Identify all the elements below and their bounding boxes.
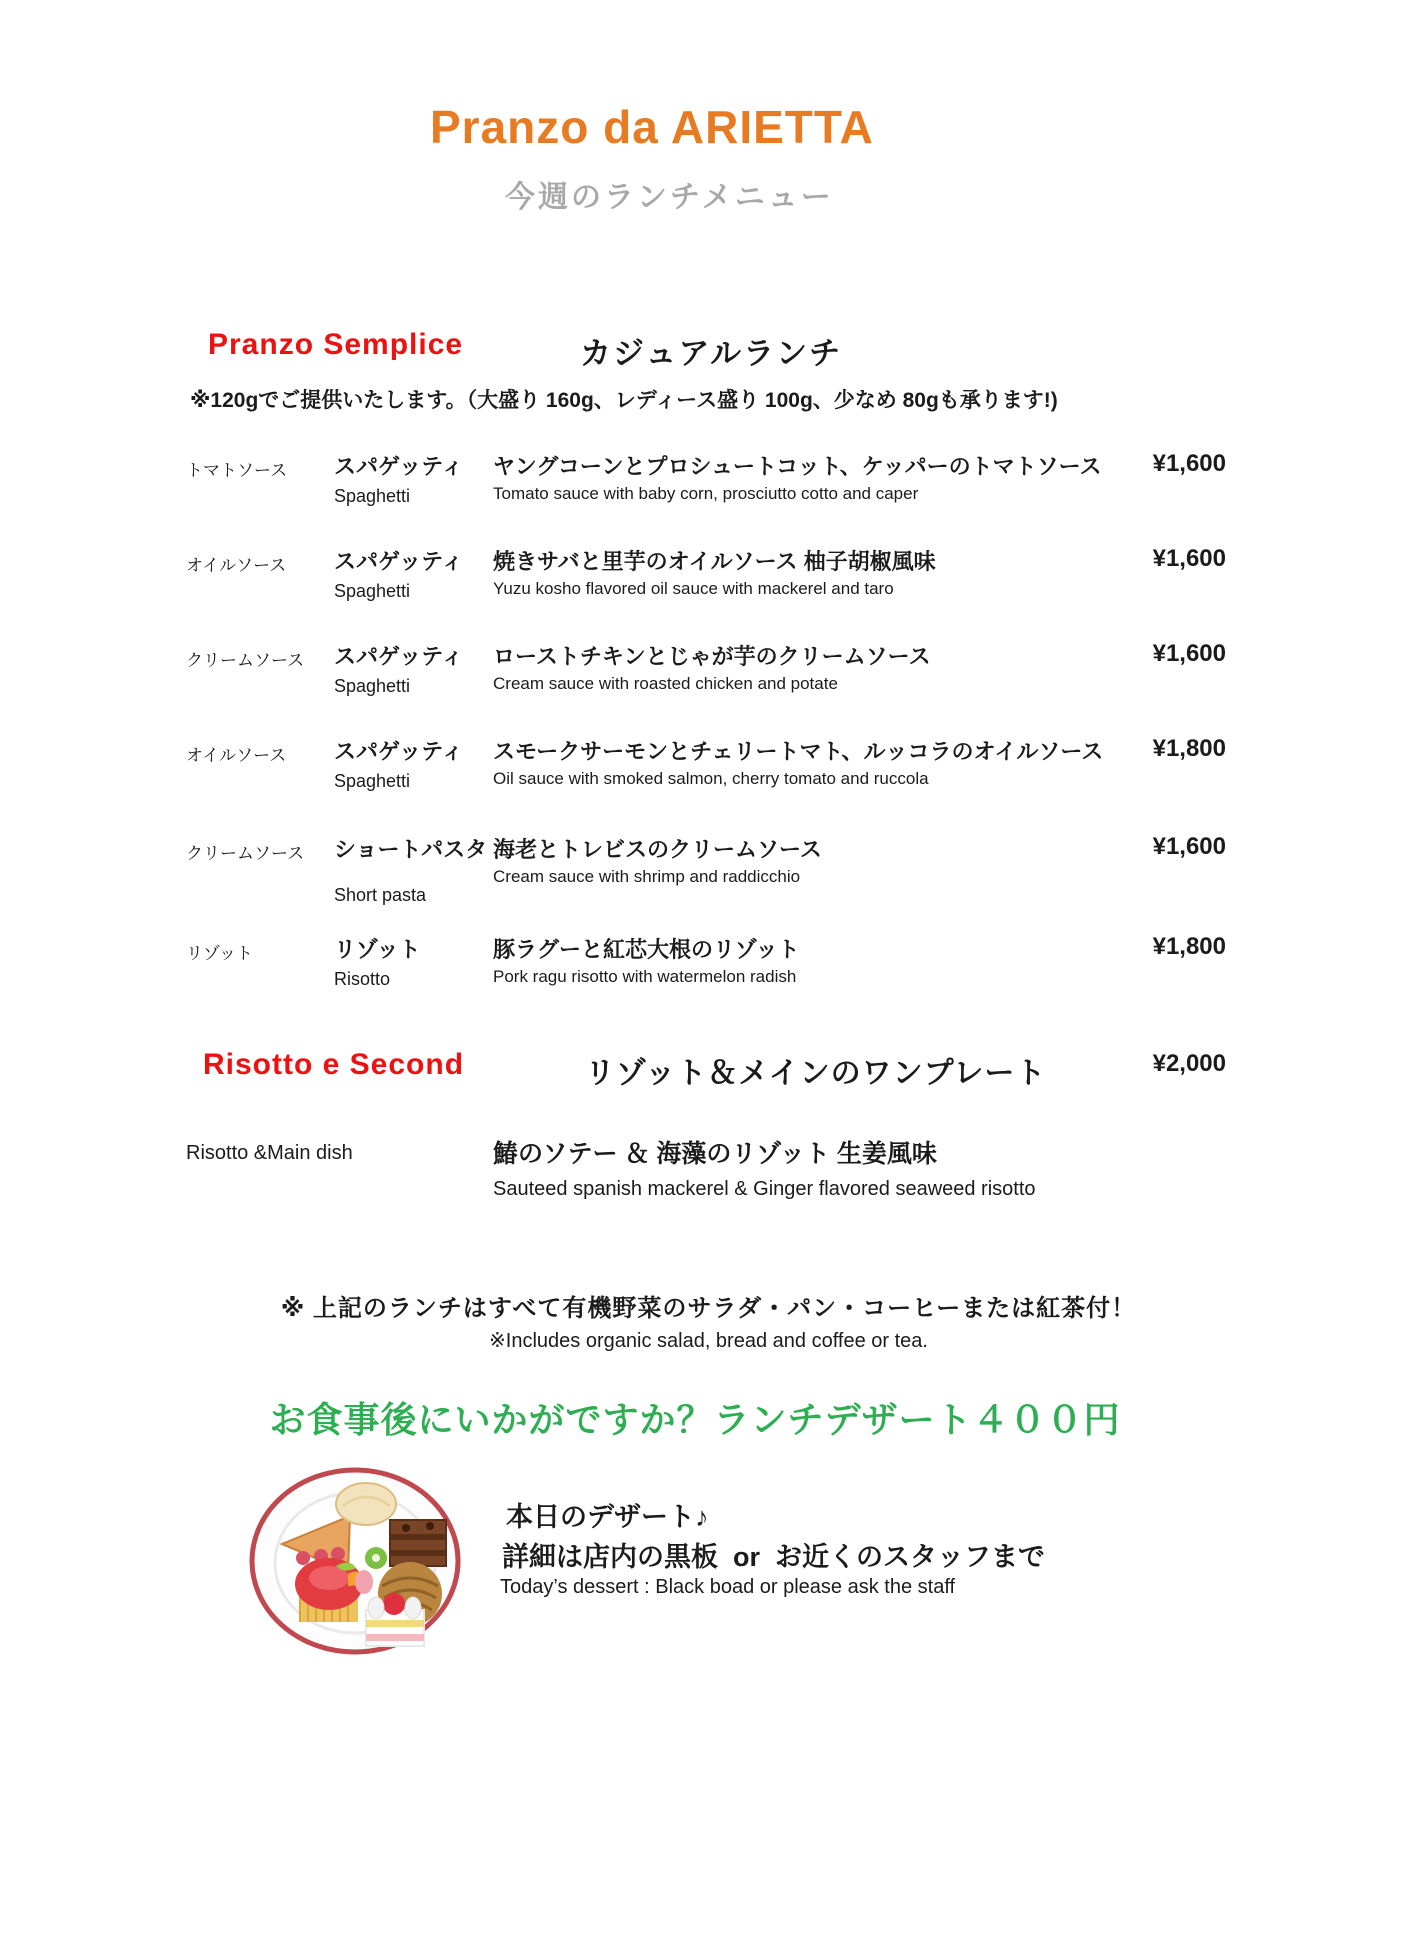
- item-type-en: Short pasta: [334, 885, 427, 905]
- page-subtitle: 今週のランチメニュー: [505, 181, 834, 214]
- item-type-ja: スパゲッティ: [334, 644, 464, 669]
- menu-item-row: [186, 545, 1226, 635]
- item-name-ja: ヤングコーンとプロシュートコット、ケッパーのトマトソース: [493, 454, 1102, 479]
- item-category: クリームソース: [186, 844, 305, 863]
- section1-title-japanese: カジュアルランチ: [580, 336, 843, 371]
- item-type-ja: スパゲッティ: [334, 739, 464, 764]
- item-category: トマトソース: [186, 461, 288, 480]
- item-type-en: Spaghetti: [334, 486, 411, 506]
- item-category: リゾット: [186, 944, 253, 963]
- dessert-detail-en: Today’s dessert : Black boad or please ask the staff: [500, 1576, 956, 1598]
- item-type-en: Spaghetti: [334, 581, 411, 601]
- item-price: ¥1,800: [1152, 933, 1226, 960]
- dessert-title: 本日のデザート♪: [506, 1502, 709, 1532]
- item-category: Risotto &Main dish: [186, 1142, 353, 1164]
- menu-item-row: [186, 833, 1226, 923]
- item-price: ¥1,600: [1152, 640, 1226, 667]
- section2-title-italian: Risotto e Second: [203, 1048, 465, 1081]
- item-price: ¥1,600: [1152, 450, 1226, 477]
- item-price: ¥1,600: [1152, 545, 1226, 572]
- item-category: オイルソース: [186, 746, 287, 765]
- dessert-detail: 詳細は店内の黒板 or お近くのスタッフまで: [502, 1542, 1046, 1572]
- menu-item-row: [186, 450, 1226, 540]
- item-name-en: Cream sauce with shrimp and raddicchio: [493, 867, 801, 886]
- section1-header: [208, 328, 463, 362]
- menu-item-row: [186, 735, 1226, 825]
- item-category: クリームソース: [186, 651, 305, 670]
- item-type-ja: リゾット: [334, 937, 421, 962]
- item-name-ja: ローストチキンとじゃが芋のクリームソース: [493, 644, 931, 669]
- menu-item-row: [186, 933, 1226, 1023]
- item-name-en: Pork ragu risotto with watermelon radish: [493, 967, 797, 986]
- page-title: Pranzo da ARIETTA: [430, 101, 874, 153]
- item-name-ja: 鰆のソテー ＆ 海藻のリゾット 生姜風味: [493, 1140, 937, 1168]
- item-name-en: Tomato sauce with baby corn, prosciutto cotto and caper: [493, 484, 919, 503]
- included-items-note-ja: ※ 上記のランチはすべて有機野菜のサラダ・パン・コーヒーまたは紅茶付！: [280, 1295, 1137, 1322]
- item-type-ja: スパゲッティ: [334, 549, 464, 574]
- item-type-en: Spaghetti: [334, 771, 411, 791]
- item-name-ja: 焼きサバと里芋のオイルソース 柚子胡椒風味: [493, 549, 936, 574]
- item-type-ja: スパゲッティ: [334, 454, 464, 479]
- item-price: ¥1,600: [1152, 833, 1226, 860]
- item-name-ja: 海老とトレビスのクリームソース: [493, 837, 822, 862]
- dessert-plate-icon: [248, 1466, 463, 1656]
- item-name-en: Sauteed spanish mackerel & Ginger flavored seaweed risotto: [493, 1178, 1036, 1200]
- item-name-en: Yuzu kosho flavored oil sauce with mackerel and taro: [493, 579, 894, 598]
- section2-title-japanese: リゾット＆メインのワンプレート: [585, 1057, 1047, 1090]
- item-type-en: Risotto: [334, 969, 391, 989]
- included-items-note-en: ※Includes organic salad, bread and coffee or tea.: [489, 1330, 928, 1352]
- item-type-en: Spaghetti: [334, 676, 411, 696]
- item-name-ja: スモークサーモンとチェリートマト、ルッコラのオイルソース: [493, 739, 1104, 764]
- item-name-ja: 豚ラグーと紅芯大根のリゾット: [493, 937, 800, 962]
- section2-price: ¥2,000: [1152, 1050, 1226, 1077]
- portion-size-note: ※120gでご提供いたします。（大盛り 160g、レディース盛り 100g、少なめ 80gも承ります!): [190, 389, 1058, 412]
- item-name-en: Cream sauce with roasted chicken and potate: [493, 674, 838, 693]
- menu-item-row: [186, 640, 1226, 730]
- item-type-ja: ショートパスタ: [334, 837, 488, 862]
- dessert-banner: お食事後にいかがですか？ランチデザート４００円: [269, 1399, 1121, 1440]
- section1-title-italian: Pranzo Semplice: [208, 328, 464, 361]
- item-category: オイルソース: [186, 556, 287, 575]
- item-price: ¥1,800: [1152, 735, 1226, 762]
- item-name-en: Oil sauce with smoked salmon, cherry tomato and ruccola: [493, 769, 929, 788]
